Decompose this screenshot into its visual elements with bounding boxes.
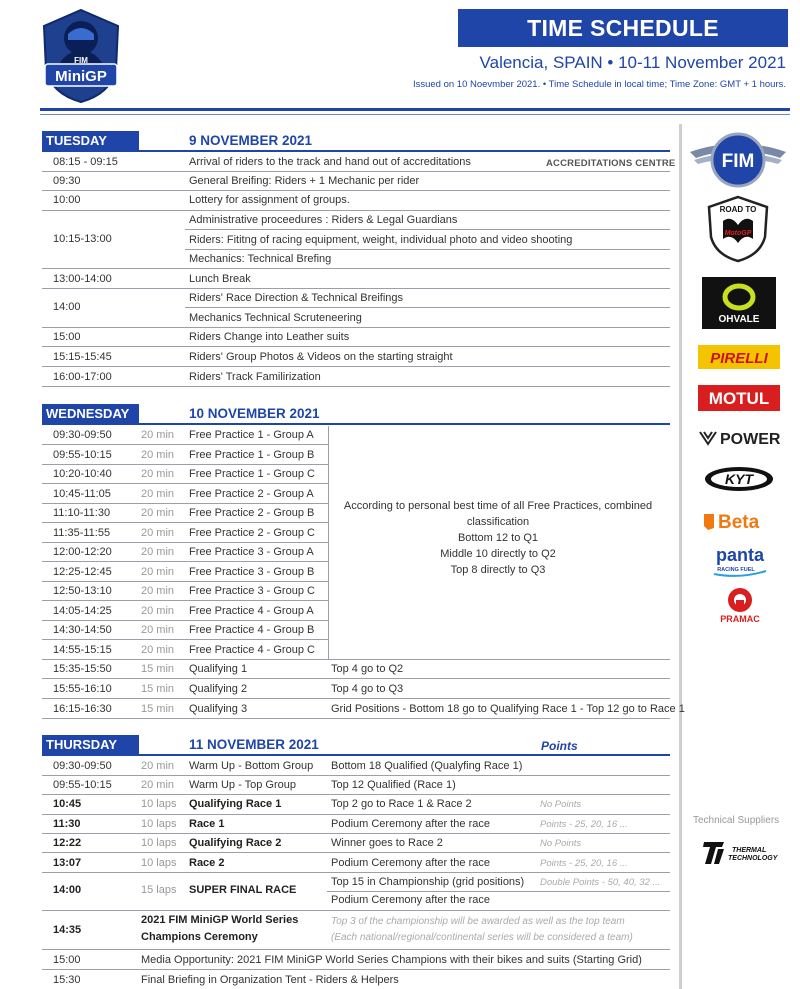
note-line: Middle 10 directly to Q2 (440, 548, 556, 560)
row-time: 09:55-10:15 (53, 449, 112, 461)
row-note: Bottom 18 Qualified (Qualyfing Race 1) (331, 760, 523, 772)
row-divider (42, 949, 670, 950)
row-session: Qualifying 2 (189, 683, 248, 695)
row-note: Podium Ceremony after the race (331, 818, 490, 830)
row-divider (42, 659, 670, 660)
row-duration: 10 laps (141, 837, 177, 849)
row-activity: Lunch Break (189, 273, 251, 285)
row-divider (42, 775, 670, 776)
row-session: Qualifying Race 1 (189, 798, 282, 810)
row-session: Qualifying 3 (189, 703, 248, 715)
row-divider (42, 288, 670, 289)
row-note: Top 12 Qualified (Race 1) (331, 779, 456, 791)
svg-text:PRAMAC: PRAMAC (720, 614, 760, 624)
svg-text:FIM: FIM (74, 56, 88, 65)
motul-logo (698, 385, 780, 411)
row-note: Podium Ceremony after the race (331, 857, 490, 869)
row-session: Free Practice 1 - Group A (189, 429, 314, 441)
row-divider (42, 678, 670, 679)
row-duration: 20 min (141, 644, 175, 656)
row-divider (42, 872, 670, 873)
row-session: Free Practice 1 - Group C (189, 468, 315, 480)
panta-logo (704, 543, 776, 579)
row-time: 13:00-14:00 (53, 273, 112, 285)
row-divider (42, 483, 328, 484)
row-divider (42, 698, 670, 699)
kyt-logo (703, 465, 775, 493)
row-time: 15:15-15:45 (53, 351, 112, 363)
issue-note: Issued on 10 Noevmber 2021. • Time Schedule in local time; Time Zone: GMT + 1 hours. (412, 79, 786, 90)
pirelli-logo (698, 345, 780, 369)
row-divider (42, 444, 328, 445)
fim-logo (688, 132, 788, 190)
note-line: According to personal best time of all Free Practices, combined (343, 500, 653, 512)
row-time: 12:00-12:20 (53, 546, 112, 558)
row-duration: 20 min (141, 605, 175, 617)
road-to-motogp-logo (705, 195, 771, 263)
accreditations-label: ACCREDITATIONS CENTRE (546, 158, 676, 169)
row-points: No Points (540, 838, 582, 849)
row-divider (42, 346, 670, 347)
row-time: 15:00 (53, 954, 81, 966)
points-header: Points (541, 739, 578, 753)
svg-text:Beta: Beta (718, 512, 760, 533)
row-divider (42, 386, 670, 387)
row-duration: 20 min (141, 429, 175, 441)
row-time: 09:30-09:50 (53, 760, 112, 772)
row-time: 09:30 (53, 175, 81, 187)
row-divider (42, 600, 328, 601)
row-divider (42, 366, 670, 367)
tuesday-rule (42, 150, 670, 152)
row-time: 10:00 (53, 194, 81, 206)
row-session: Race 1 (189, 818, 225, 830)
row-time: 15:55-16:10 (53, 683, 112, 695)
thursday-label: THURSDAY (42, 735, 139, 754)
svg-text:MOTUL: MOTUL (708, 389, 770, 408)
ohvale-logo (702, 277, 776, 329)
row-note: Top 4 go to Q3 (331, 683, 404, 695)
row-time: 08:15 - 09:15 (53, 156, 118, 168)
row-divider (42, 969, 670, 970)
row-divider (42, 268, 670, 269)
row-note: Top 2 go to Race 1 & Race 2 (331, 798, 472, 810)
row-duration: 20 min (141, 468, 175, 480)
row-time: 14:00 (53, 884, 82, 896)
row-time: 10:20-10:40 (53, 468, 112, 480)
row-divider (42, 210, 670, 211)
row-time: 12:50-13:10 (53, 585, 112, 597)
thursday-date: 11 NOVEMBER 2021 (189, 737, 319, 752)
svg-text:MiniGP: MiniGP (55, 68, 107, 85)
row-session: Warm Up - Top Group (189, 779, 296, 791)
row-session: Free Practice 3 - Group B (189, 566, 315, 578)
wednesday-date: 10 NOVEMBER 2021 (189, 406, 320, 421)
row-duration: 20 min (141, 546, 175, 558)
row-time: 13:07 (53, 857, 82, 869)
practice-note-border (328, 426, 329, 659)
ceremony-title: Champions Ceremony (141, 931, 258, 943)
row-duration: 15 laps (141, 884, 177, 896)
row-duration: 15 min (141, 703, 175, 715)
header-rule-thin (40, 114, 790, 115)
minigp-logo (40, 8, 122, 104)
row-divider (42, 833, 670, 834)
row-divider (42, 503, 328, 504)
row-duration: 20 min (141, 507, 175, 519)
row-time: 10:15-13:00 (53, 233, 112, 245)
row-duration: 20 min (141, 779, 175, 791)
row-time: 14:55-15:15 (53, 644, 112, 656)
svg-text:KYT: KYT (725, 471, 753, 487)
row-divider (42, 794, 670, 795)
row-session: Qualifying 1 (189, 663, 248, 675)
row-duration: 10 laps (141, 857, 177, 869)
row-divider (42, 464, 328, 465)
final-briefing: Final Briefing in Organization Tent - Riders & Helpers (141, 974, 399, 986)
row-time: 14:30-14:50 (53, 624, 112, 636)
tuesday-label: TUESDAY (42, 131, 139, 150)
thursday-rule (42, 754, 670, 756)
svg-text:THERMAL: THERMAL (732, 847, 767, 854)
row-time: 09:55-10:15 (53, 779, 112, 791)
media-opportunity: Media Opportunity: 2021 FIM MiniGP World Series Champions with their bikes and suits (Starting Grid) (141, 954, 642, 966)
row-time: 14:05-14:25 (53, 605, 112, 617)
row-time: 11:35-11:55 (53, 527, 111, 539)
row-duration: 15 min (141, 663, 175, 675)
row-session: Race 2 (189, 857, 225, 869)
row-points: Points - 25, 20, 16 ... (540, 819, 628, 830)
row-time: 16:15-16:30 (53, 703, 112, 715)
row-time: 15:00 (53, 331, 81, 343)
row-session: Free Practice 2 - Group C (189, 527, 315, 539)
ceremony-title: 2021 FIM MiniGP World Series (141, 914, 299, 926)
row-activity: Riders' Track Familirization (189, 371, 321, 383)
row-divider (42, 910, 670, 911)
title-banner: TIME SCHEDULE (458, 9, 788, 47)
svg-text:TECHNOLOGY: TECHNOLOGY (728, 855, 778, 862)
ceremony-note: (Each national/regional/continental series will be considered a team) (331, 932, 633, 943)
thermal-technology-logo (702, 838, 780, 866)
row-duration: 20 min (141, 624, 175, 636)
row-note: Winner goes to Race 2 (331, 837, 443, 849)
pramac-logo (710, 586, 770, 624)
row-divider (42, 639, 328, 640)
note-line: Top 8 directly to Q3 (450, 564, 546, 576)
row-time: 11:30 (53, 818, 81, 830)
svg-text:panta: panta (715, 545, 765, 565)
svg-text:MotoGP: MotoGP (724, 230, 752, 237)
row-session: Qualifying Race 2 (189, 837, 282, 849)
row-time: 14:00 (53, 301, 81, 313)
row-activity: Riders' Group Photos & Videos on the starting straight (189, 351, 453, 363)
row-divider (42, 852, 670, 853)
row-activity: Mechanics Technical Scruteneering (189, 312, 362, 324)
row-time: 12:22 (53, 837, 82, 849)
row-time: 09:30-09:50 (53, 429, 112, 441)
row-divider (42, 561, 328, 562)
row-activity: Arrival of riders to the track and hand out of accreditations (189, 156, 471, 168)
row-duration: 20 min (141, 527, 175, 539)
svg-text:RACING FUEL: RACING FUEL (717, 567, 755, 573)
sponsor-divider (679, 124, 682, 989)
event-location: Valencia, SPAIN • 10-11 November 2021 (479, 53, 786, 72)
row-activity: Administrative proceedures : Riders & Legal Guardians (189, 214, 458, 226)
note-line: Bottom 12 to Q1 (457, 532, 539, 544)
row-duration: 10 laps (141, 798, 177, 810)
note-line: classification (466, 516, 530, 528)
row-activity: Riders Change into Leather suits (189, 331, 350, 343)
row-activity: Riders: Fititng of racing equipment, weight, individual photo and video shooting (189, 234, 573, 246)
row-divider (185, 249, 670, 250)
row-session: Free Practice 3 - Group C (189, 585, 315, 597)
row-divider (42, 620, 328, 621)
row-activity: Mechanics: Technical Brefing (189, 253, 332, 265)
row-duration: 20 min (141, 585, 175, 597)
row-session: Free Practice 4 - Group C (189, 644, 315, 656)
svg-text:OHVALE: OHVALE (718, 314, 760, 325)
row-time: 14:35 (53, 924, 82, 936)
row-duration: 15 min (141, 683, 175, 695)
row-session: Free Practice 1 - Group B (189, 449, 315, 461)
row-divider (42, 327, 670, 328)
row-session: Free Practice 2 - Group B (189, 507, 315, 519)
row-note: Top 4 go to Q2 (331, 663, 404, 675)
svg-text:ROAD TO: ROAD TO (719, 205, 757, 214)
technical-suppliers-label: Technical Suppliers (693, 815, 780, 826)
row-divider (42, 190, 670, 191)
row-points: Double Points - 50, 40, 32 ... (540, 877, 661, 888)
power-logo (698, 426, 780, 450)
practice-classification-note (333, 498, 663, 578)
row-time: 15:30 (53, 974, 81, 986)
row-duration: 20 min (141, 449, 175, 461)
wednesday-label: WEDNESDAY (42, 404, 139, 423)
beta-logo (700, 508, 780, 534)
row-divider (42, 522, 328, 523)
svg-text:FIM: FIM (721, 151, 755, 172)
row-time: 10:45-11:05 (53, 488, 111, 500)
row-divider (327, 891, 670, 892)
row-time: 10:45 (53, 798, 82, 810)
wednesday-rule (42, 423, 670, 425)
row-time: 16:00-17:00 (53, 371, 112, 383)
row-note: Podium Ceremony after the race (331, 894, 490, 906)
row-time: 15:35-15:50 (53, 663, 112, 675)
row-note: Grid Positions - Bottom 18 go to Qualifying Race 1 - Top 12 go to Race 1 (331, 703, 685, 715)
row-divider (185, 307, 670, 308)
row-session: SUPER FINAL RACE (189, 884, 297, 896)
ceremony-note: Top 3 of the championship will be awarded as well as the top team (331, 916, 625, 927)
svg-text:POWER: POWER (720, 431, 780, 448)
row-points: Points - 25, 20, 16 ... (540, 858, 628, 869)
row-note: Top 15 in Championship (grid positions) (331, 876, 525, 888)
row-divider (42, 718, 670, 719)
svg-text:PIRELLI: PIRELLI (710, 350, 768, 367)
row-divider (185, 229, 670, 230)
row-duration: 20 min (141, 566, 175, 578)
row-divider (42, 171, 670, 172)
row-activity: General Breifing: Riders + 1 Mechanic per rider (189, 175, 420, 187)
row-time: 12:25-12:45 (53, 566, 112, 578)
row-session: Free Practice 4 - Group B (189, 624, 315, 636)
row-points: No Points (540, 799, 582, 810)
row-session: Free Practice 4 - Group A (189, 605, 314, 617)
row-activity: Riders' Race Direction & Technical Breifings (189, 292, 404, 304)
row-divider (42, 542, 328, 543)
row-session: Free Practice 3 - Group A (189, 546, 314, 558)
row-activity: Lottery for assignment of groups. (189, 194, 350, 206)
row-duration: 20 min (141, 488, 175, 500)
header-rule (40, 108, 790, 111)
row-duration: 20 min (141, 760, 175, 772)
tuesday-date: 9 NOVEMBER 2021 (189, 133, 313, 148)
row-session: Free Practice 2 - Group A (189, 488, 314, 500)
row-divider (42, 814, 670, 815)
row-session: Warm Up - Bottom Group (189, 760, 314, 772)
row-time: 11:10-11:30 (53, 507, 111, 519)
row-divider (42, 581, 328, 582)
row-duration: 10 laps (141, 818, 177, 830)
